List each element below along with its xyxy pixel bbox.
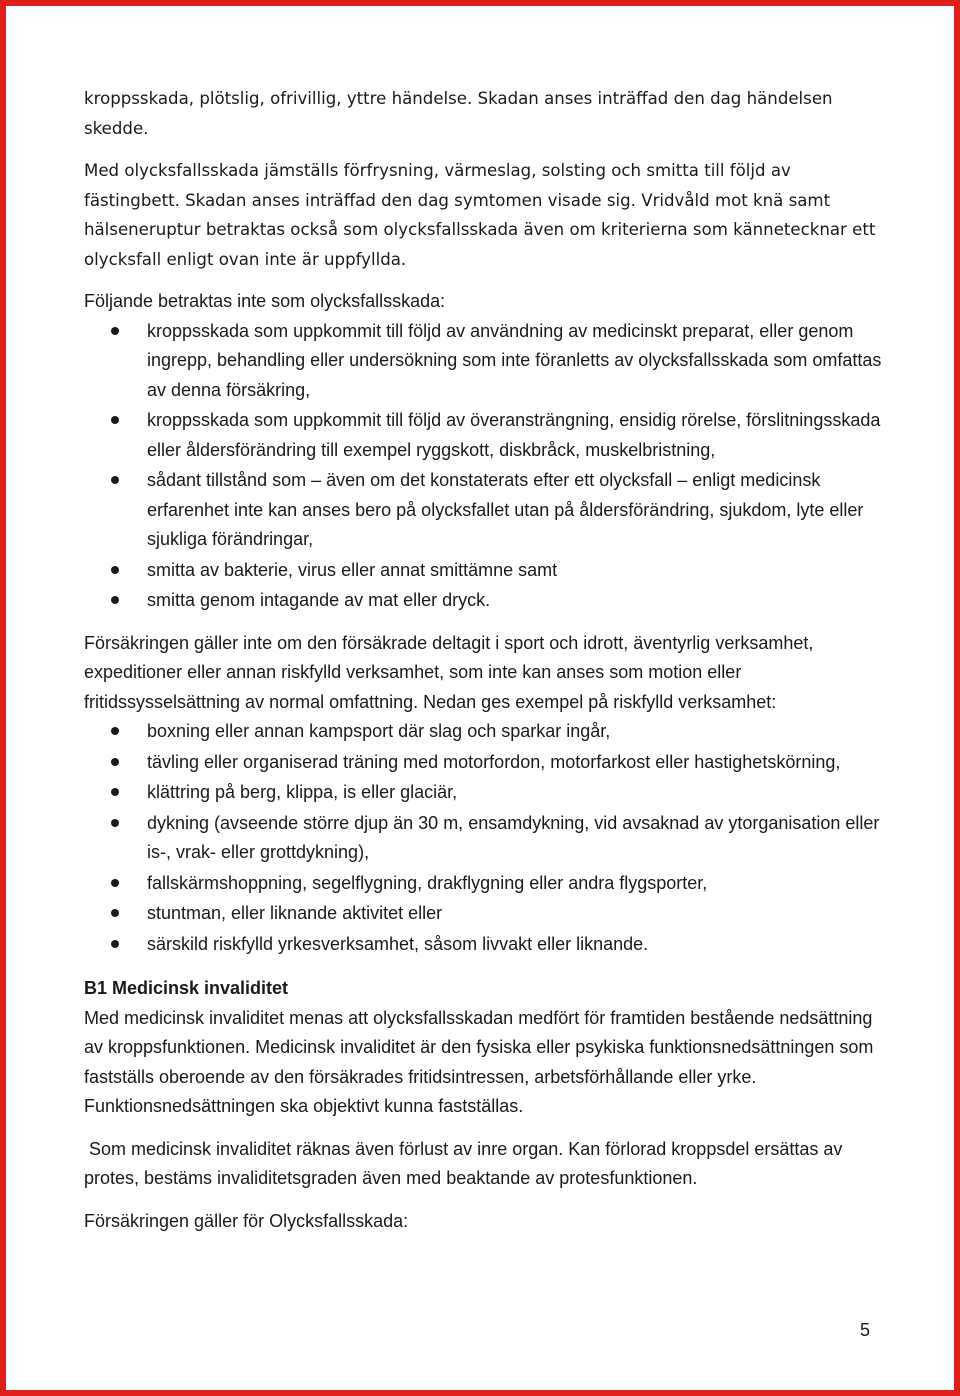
risk-list xyxy=(84,717,884,959)
document-body xyxy=(84,84,884,1236)
section-paragraph-2: Som medicinsk invaliditet räknas även förlust av inre organ. Kan förlorad kroppsdel ersättas av protes, bestäms invaliditetsgraden även med beaktande av protesfunktionen. xyxy=(84,1138,848,1188)
intro-paragraph-1: kroppsskada, plötslig, ofrivillig, yttre händelse. Skadan anses inträffad den dag händelsen skedde. xyxy=(84,89,833,138)
exclusions-lead: Följande betraktas inte som olycksfallsskada: xyxy=(84,291,446,311)
section-heading: B1 Medicinsk invaliditet xyxy=(84,978,289,998)
list-item: klättring på berg, klippa, is eller glaciär, xyxy=(84,778,884,808)
bullet-icon xyxy=(111,566,119,574)
bullet-icon xyxy=(111,819,119,827)
exclusions-list xyxy=(84,317,884,616)
bullet-icon xyxy=(111,788,119,796)
bullet-icon xyxy=(111,727,119,735)
bullet-icon xyxy=(111,416,119,424)
list-item: boxning eller annan kampsport där slag och sparkar ingår, xyxy=(84,717,884,747)
list-item: tävling eller organiserad träning med motorfordon, motorfarkost eller hastighetskörning, xyxy=(84,748,884,778)
list-item: kroppsskada som uppkommit till följd av användning av medicinskt preparat, eller genom ingrepp, behandling eller undersökning som inte föranletts av olycksfallsskada som omfattas av denna försäkring, xyxy=(84,317,884,406)
bullet-icon xyxy=(111,758,119,766)
list-item: stuntman, eller liknande aktivitet eller xyxy=(84,899,884,929)
bullet-icon xyxy=(111,476,119,484)
intro-paragraph-2: Med olycksfallsskada jämställs förfrysning, värmeslag, solsting och smitta till följd av fästingbett. Skadan anses inträffad den dag symtomen visade sig. Vridvåld mot knä samt hälseneruptur betraktas också som olycksfallsskada även om kriterierna som kännetecknar ett olycksfall enligt ovan inte är uppfyllda. xyxy=(84,161,876,269)
list-item: särskild riskfylld yrkesverksamhet, såsom livvakt eller liknande. xyxy=(84,930,884,960)
section-paragraph-1: Med medicinsk invaliditet menas att olycksfallsskadan medfört för framtiden bestående nedsättning av kroppsfunktionen. Medicinsk invaliditet är den fysiska eller psykiska funktionsnedsättningen som fastställs oberoende av den försäkrades fritidsintressen, arbetsförhållande eller yrke. Funktionsnedsättningen ska objektivt kunna fastställas. xyxy=(84,1007,874,1116)
risk-lead: Försäkringen gäller inte om den försäkrade deltagit i sport och idrott, äventyrlig verksamhet, expeditioner eller annan riskfylld verksamhet, som inte kan anses som motion eller fritidssysselsättning av normal omfattning. Nedan ges exempel på riskfylld verksamhet: xyxy=(84,632,814,712)
bullet-icon xyxy=(111,909,119,917)
bullet-icon xyxy=(111,596,119,604)
page-number: 5 xyxy=(860,1320,871,1340)
list-item: kroppsskada som uppkommit till följd av överansträngning, ensidig rörelse, förslitningsskada eller åldersförändring till exempel ryggskott, diskbråck, muskelbristning, xyxy=(84,406,884,465)
bullet-icon xyxy=(111,327,119,335)
list-item: dykning (avseende större djup än 30 m, ensamdykning, vid avsaknad av ytorganisation eller is-, vrak- eller grottdykning), xyxy=(84,809,884,868)
list-item: smitta av bakterie, virus eller annat smittämne samt xyxy=(84,556,884,586)
list-item: smitta genom intagande av mat eller dryck. xyxy=(84,586,884,616)
section-paragraph-3: Försäkringen gäller för Olycksfallsskada: xyxy=(84,1210,409,1231)
bullet-icon xyxy=(111,879,119,887)
list-item: fallskärmshoppning, segelflygning, drakflygning eller andra flygsporter, xyxy=(84,869,884,899)
bullet-icon xyxy=(111,940,119,948)
list-item: sådant tillstånd som – även om det konstaterats efter ett olycksfall – enligt medicinsk erfarenhet inte kan anses bero på olycksfallet utan på åldersförändring, sjukdom, lyte eller sjukliga förändringar, xyxy=(84,466,884,555)
